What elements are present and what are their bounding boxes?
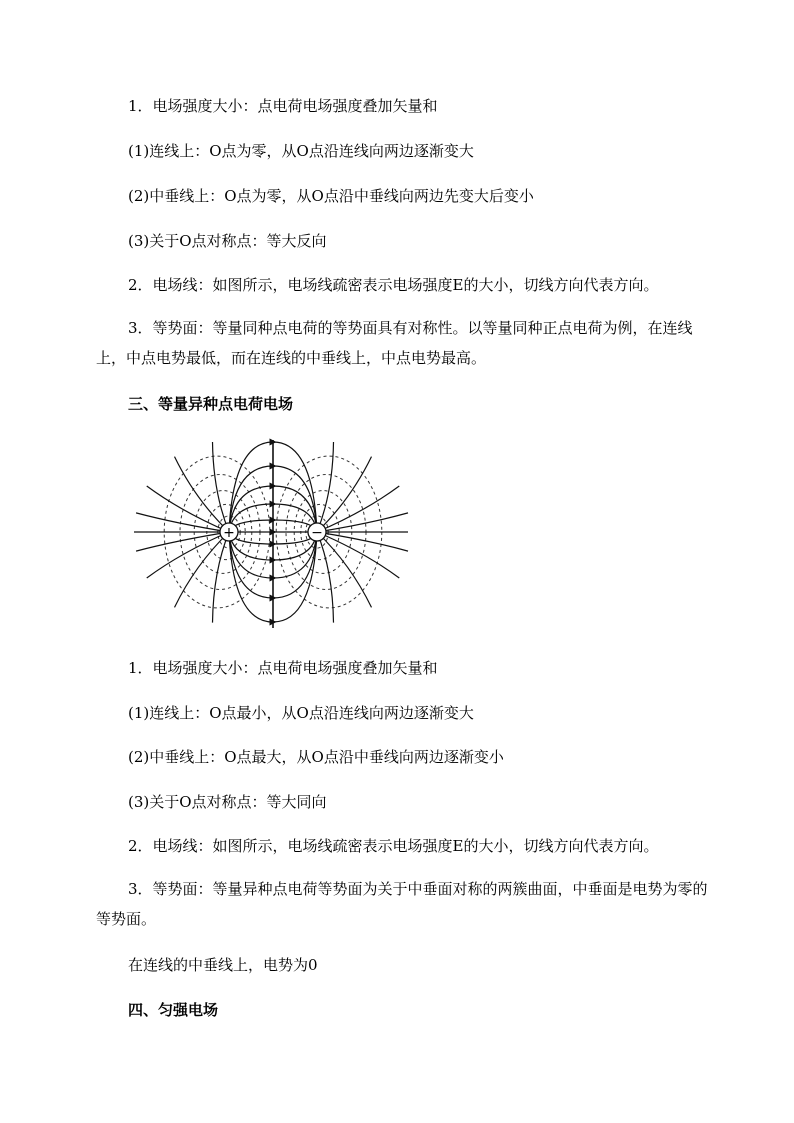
field-line — [317, 532, 408, 551]
s3-item1: 1．电场强度大小：点电荷电场强度叠加矢量和 — [128, 659, 438, 677]
s3-item1a: (1)连线上：O点最小，从O点沿连线向两边逐渐变大 — [128, 704, 474, 722]
s2-item1b: (2)中垂线上：O点为零，从O点沿中垂线向两边先变大后变小 — [128, 187, 534, 205]
s2-item1: 1．电场强度大小：点电荷电场强度叠加矢量和 — [128, 97, 438, 115]
s3-item3: 3．等势面：等量异种点电荷等势面为关于中垂面对称的两簇曲面，中垂面是电势为零的等势面。 — [96, 880, 708, 928]
positive-charge-symbol: + — [223, 525, 235, 541]
s3-heading: 三、等量异种点电荷电场 — [128, 395, 294, 413]
field-lines — [134, 442, 408, 623]
positive-charge — [220, 523, 238, 541]
field-line — [317, 442, 333, 532]
field-line — [317, 532, 333, 623]
negative-charge — [308, 523, 326, 541]
s3-item1b: (2)中垂线上：O点最大，从O点沿中垂线向两边逐渐变小 — [128, 748, 504, 766]
field-line — [213, 532, 229, 623]
dipole-field-lines-diagram — [128, 436, 414, 632]
dipole-field-figure — [128, 436, 414, 632]
field-line — [213, 442, 229, 532]
s3-note: 在连线的中垂线上，电势为0 — [128, 956, 318, 974]
s3-item2: 2．电场线：如图所示，电场线疏密表示电场强度E的大小，切线方向代表方向。 — [128, 837, 659, 855]
s4-heading: 四、匀强电场 — [128, 1001, 219, 1019]
s2-item1a: (1)连线上：O点为零，从O点沿连线向两边逐渐变大 — [128, 142, 474, 160]
s2-item1c: (3)关于O点对称点：等大反向 — [128, 232, 327, 250]
field-line — [136, 513, 229, 532]
s2-item2: 2．电场线：如图所示，电场线疏密表示电场强度E的大小，切线方向代表方向。 — [128, 276, 659, 294]
s2-item3: 3．等势面：等量同种点电荷的等势面具有对称性。以等量同种正点电荷为例，在连线上，中点电势最低，而在连线的中垂线上，中点电势最高。 — [96, 319, 693, 367]
s3-item1c: (3)关于O点对称点：等大同向 — [128, 793, 327, 811]
field-line — [136, 532, 229, 551]
negative-charge-symbol: − — [311, 525, 323, 541]
field-line — [317, 513, 408, 532]
field-line — [317, 532, 371, 607]
